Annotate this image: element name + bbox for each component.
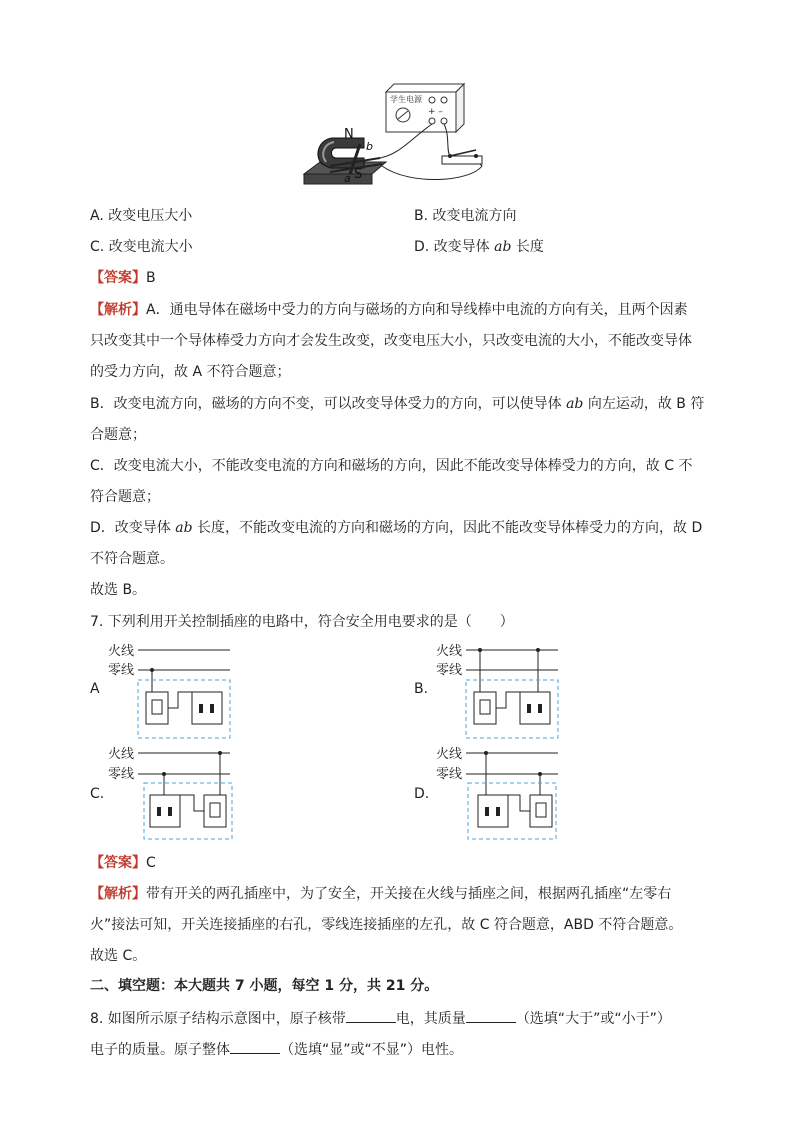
q6-analysis-d-line-2: 不符合题意。 <box>90 551 174 567</box>
svg-text:+ –: + – <box>428 107 443 117</box>
q7-answer <box>90 853 156 873</box>
live-wire-label: 火线 <box>436 747 463 762</box>
q7-analysis-line-2: 火”接法可知，开关连接插座的右孔，零线连接插座的左孔，故 C 符合题意，ABD 不符合题意。 <box>90 917 683 933</box>
circuit-a <box>108 642 238 742</box>
pole-n-label: N <box>344 127 354 142</box>
analysis-tag: 【解析】 <box>90 302 146 318</box>
q8-text: （选填“大于”或“小于”） <box>515 1011 671 1027</box>
power-supply-label: 学生电源 <box>390 95 422 104</box>
analysis-text: 带有开关的两孔插座中，为了安全，开关接在火线与插座之间，根据两孔插座“左零右 <box>146 886 672 902</box>
switch-icon <box>442 150 482 164</box>
q6-analysis-c-line-2: 符合题意； <box>90 489 160 505</box>
q6-analysis-b-line-1 <box>90 394 704 414</box>
option-ab: ab <box>494 239 512 255</box>
analysis-ab: ab <box>175 520 193 536</box>
q8-text: 8. 如图所示原子结构示意图中，原子核带 <box>90 1011 346 1027</box>
q6-analysis-c-line-1: C．改变电流大小，不能改变电流的方向和磁场的方向，因此不能改变导体棒受力的方向，故 C 不 <box>90 458 693 474</box>
blank-2[interactable] <box>466 1008 516 1023</box>
q7-conclusion: 故选 C。 <box>90 948 147 964</box>
option-letter: A. <box>90 208 104 224</box>
blank-3[interactable] <box>230 1039 280 1054</box>
q6-conclusion: 故选 B。 <box>90 582 147 598</box>
option-text: 改变导体 <box>433 239 490 255</box>
option-text: 改变电流方向 <box>432 208 517 224</box>
live-wire-label: 火线 <box>108 644 135 659</box>
analysis-text: 向左运动，故 B 符 <box>587 396 705 412</box>
end-b-label: b <box>366 140 373 153</box>
option-letter-a: A <box>90 681 100 697</box>
option-a <box>90 206 192 226</box>
analysis-text: 长度，不能改变电流的方向和磁场的方向，因此不能改变导体棒受力的方向，故 D <box>197 520 703 536</box>
q6-analysis-line-3: 的受力方向，故 A 不符合题意； <box>90 364 291 380</box>
q8-text: 电子的质量。原子整体 <box>90 1042 230 1058</box>
analysis-tag: 【解析】 <box>90 886 146 902</box>
option-d <box>414 237 544 257</box>
q6-analysis-line-1 <box>90 300 688 320</box>
live-wire-label: 火线 <box>108 747 135 762</box>
answer-tag: 【答案】 <box>90 270 146 286</box>
q8-text: 电，其质量 <box>395 1011 466 1027</box>
analysis-ab: ab <box>566 396 584 412</box>
circuit-d <box>436 745 566 845</box>
circuit-b <box>436 642 566 742</box>
live-wire-label: 火线 <box>436 644 463 659</box>
q6-analysis-d-line-1 <box>90 518 702 538</box>
q8-line-1 <box>90 1008 671 1029</box>
neutral-wire-label: 零线 <box>436 767 463 782</box>
analysis-text: A．通电导体在磁场中受力的方向与磁场的方向和导线棒中电流的方向有关，且两个因素 <box>146 302 688 318</box>
option-letter: C. <box>90 239 105 255</box>
q6-analysis-b-line-2: 合题意； <box>90 427 146 443</box>
option-text: 改变电流大小 <box>108 239 193 255</box>
option-text: 改变电压大小 <box>108 208 193 224</box>
option-text-post: 长度 <box>515 239 544 255</box>
answer-value: B <box>146 270 156 286</box>
magnet-experiment-figure <box>300 78 490 190</box>
end-a-label: a <box>344 172 351 185</box>
q7-stem: 7. 下列利用开关控制插座的电路中，符合安全用电要求的是（ ） <box>90 614 514 630</box>
power-supply <box>386 84 464 132</box>
neutral-wire-label: 零线 <box>108 663 135 678</box>
q8-line-2 <box>90 1039 463 1060</box>
option-letter-c: C. <box>90 786 105 802</box>
answer-tag: 【答案】 <box>90 855 146 871</box>
neutral-wire-label: 零线 <box>436 663 463 678</box>
pole-s-label: S <box>354 167 363 182</box>
option-letter-d: D. <box>414 786 430 802</box>
option-letter: B. <box>414 208 429 224</box>
analysis-text: B．改变电流方向，磁场的方向不变，可以改变导体受力的方向，可以使导体 <box>90 396 562 412</box>
circuit-c <box>108 745 238 845</box>
option-letter-b: B. <box>414 681 429 697</box>
blank-1[interactable] <box>346 1008 396 1023</box>
q6-analysis-line-2: 只改变其中一个导体棒受力方向才会发生改变，改变电压大小，只改变电流的大小，不能改变导体 <box>90 333 692 349</box>
q6-answer <box>90 268 156 288</box>
section-2-title: 二、填空题：本大题共 7 小题，每空 1 分，共 21 分。 <box>90 978 439 994</box>
answer-value: C <box>146 855 156 871</box>
q8-text: （选填“显”或“不显”）电性。 <box>280 1042 464 1058</box>
q7-analysis-line-1 <box>90 884 671 904</box>
option-b <box>414 206 517 226</box>
option-c <box>90 237 193 257</box>
neutral-wire-label: 零线 <box>108 767 135 782</box>
option-letter: D. <box>414 239 430 255</box>
analysis-text: D．改变导体 <box>90 520 171 536</box>
